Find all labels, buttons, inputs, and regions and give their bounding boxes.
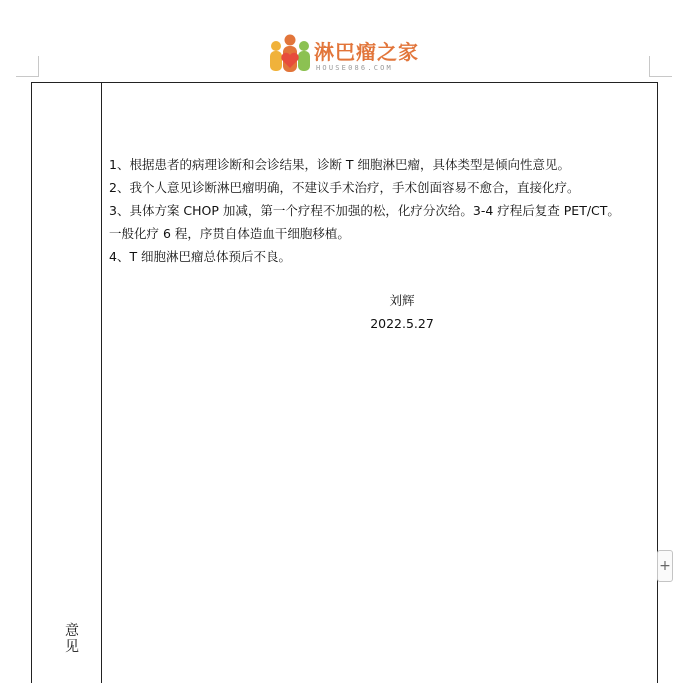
logo-subtitle: HOUSE086.COM: [316, 64, 393, 72]
column-divider: [101, 83, 102, 683]
opinion-paragraph: 一般化疗 6 程，序贯自体造血干细胞移植。: [109, 226, 350, 241]
family-logo-icon: [268, 34, 312, 78]
expand-button[interactable]: [657, 550, 673, 582]
logo-title: 淋巴瘤之家: [314, 40, 419, 64]
opinion-paragraph: 3、具体方案 CHOP 加减，第一个疗程不加强的松，化疗分次给。3-4 疗程后复查 PET/CT。: [109, 203, 620, 218]
opinion-paragraph: 2、我个人意见诊断淋巴瘤明确，不建议手术治疗，手术创面容易不愈合，直接化疗。: [109, 180, 580, 195]
crop-mark-top-left: [16, 56, 39, 77]
site-logo: [268, 34, 428, 78]
signature-block: [282, 289, 522, 335]
crop-mark-top-right: [649, 56, 672, 77]
opinion-table: [31, 82, 658, 683]
opinion-content: [109, 153, 654, 268]
opinion-label-char: 见: [65, 639, 79, 655]
opinion-label-cell: [63, 623, 81, 655]
signature-name: 刘辉: [389, 293, 415, 308]
plus-icon: +: [659, 558, 671, 574]
opinion-paragraph: 4、T 细胞淋巴瘤总体预后不良。: [109, 249, 292, 264]
opinion-paragraph: 1、根据患者的病理诊断和会诊结果，诊断 T 细胞淋巴瘤，具体类型是倾向性意见。: [109, 157, 571, 172]
opinion-label-char: 意: [65, 623, 79, 639]
signature-date: 2022.5.27: [370, 316, 434, 331]
